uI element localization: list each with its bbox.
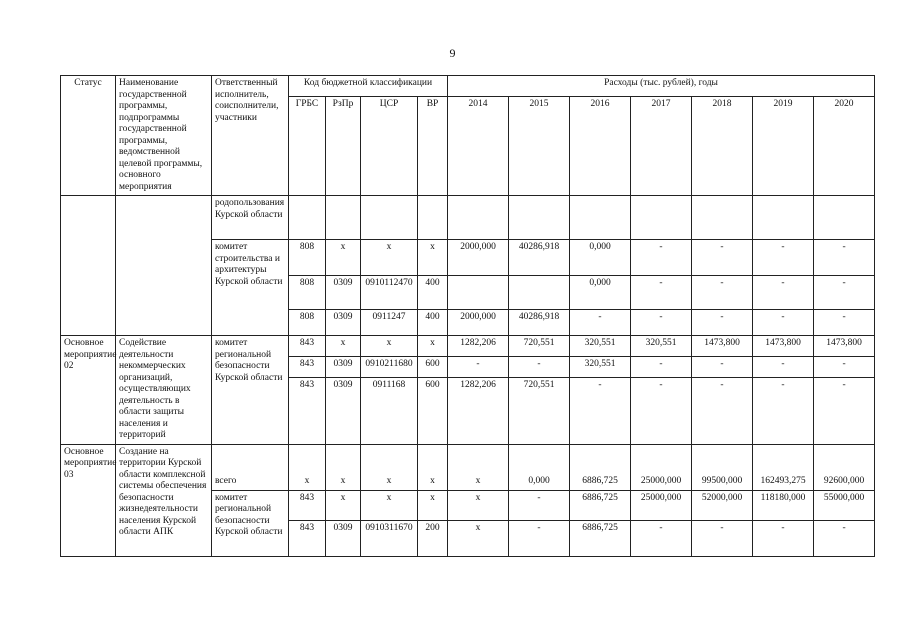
- table-cell: 6886,725: [570, 520, 631, 556]
- responsible-cell: всего: [212, 444, 289, 490]
- table-cell: х: [448, 520, 509, 556]
- table-cell: х: [418, 240, 448, 276]
- table-cell: 720,551: [509, 377, 570, 444]
- table-cell: 2000,000: [448, 240, 509, 276]
- table-cell: 400: [418, 276, 448, 310]
- table-cell: 320,551: [631, 336, 692, 357]
- table-cell: 0309: [326, 310, 361, 336]
- table-cell: -: [509, 520, 570, 556]
- table-cell: -: [509, 490, 570, 520]
- table-cell: -: [814, 520, 875, 556]
- header-year: 2015: [509, 96, 570, 195]
- table-cell: 92600,000: [814, 444, 875, 490]
- table-cell: -: [692, 377, 753, 444]
- header-year: 2014: [448, 96, 509, 195]
- table-cell: х: [448, 490, 509, 520]
- table-cell: х: [361, 490, 418, 520]
- table-cell: 0911168: [361, 377, 418, 444]
- table-cell: х: [361, 336, 418, 357]
- table-cell: 0309: [326, 377, 361, 444]
- table-cell: -: [692, 310, 753, 336]
- table-cell: -: [631, 310, 692, 336]
- responsible-cell: комитет региональной безопасности Курской области: [212, 490, 289, 556]
- header-code: ВР: [418, 96, 448, 195]
- table-cell: 808: [289, 276, 326, 310]
- table-cell: -: [631, 356, 692, 377]
- table-cell: х: [361, 444, 418, 490]
- table-cell: 843: [289, 377, 326, 444]
- table-cell: -: [814, 356, 875, 377]
- table-cell: 0910211680: [361, 356, 418, 377]
- table-cell: х: [448, 444, 509, 490]
- table-cell: -: [814, 240, 875, 276]
- table-cell: 0,000: [509, 444, 570, 490]
- header-year: 2019: [753, 96, 814, 195]
- header-name: Наименование государственной программы, подпрограммы государственной программы, ведомственной целевой программы, основного мероприятия: [116, 76, 212, 196]
- table-cell: 0,000: [570, 276, 631, 310]
- table-cell: 0309: [326, 276, 361, 310]
- table-cell: х: [326, 240, 361, 276]
- table-cell: 1473,800: [753, 336, 814, 357]
- table-cell: 843: [289, 336, 326, 357]
- table-cell: 118180,000: [753, 490, 814, 520]
- table-cell: -: [570, 310, 631, 336]
- name-cell: [116, 196, 212, 336]
- table-cell: -: [509, 356, 570, 377]
- table-cell: 52000,000: [692, 490, 753, 520]
- table-cell: 1282,206: [448, 336, 509, 357]
- header-responsible: Ответственный исполнитель, соисполнители, участники: [212, 76, 289, 196]
- table-cell: 40286,918: [509, 310, 570, 336]
- table-cell: 400: [418, 310, 448, 336]
- table-cell: 99500,000: [692, 444, 753, 490]
- header-code: ЦСР: [361, 96, 418, 195]
- table-cell: -: [814, 310, 875, 336]
- table-cell: 0910311670: [361, 520, 418, 556]
- table-cell: х: [361, 240, 418, 276]
- name-cell: Содействие деятельности некоммерческих организаций, осуществляющих деятельность в области защиты населения и территорий: [116, 336, 212, 445]
- table-cell: -: [753, 276, 814, 310]
- status-cell: Основное мероприятие 03: [61, 444, 116, 556]
- table-cell: 25000,000: [631, 490, 692, 520]
- table-cell: [448, 276, 509, 310]
- table-cell: х: [289, 444, 326, 490]
- table-cell: 320,551: [570, 356, 631, 377]
- table-cell: -: [814, 377, 875, 444]
- table-cell: -: [692, 520, 753, 556]
- header-budget-code: Код бюджетной классификации: [289, 76, 448, 97]
- table-cell: -: [814, 276, 875, 310]
- table-cell: -: [753, 356, 814, 377]
- table-cell: 843: [289, 490, 326, 520]
- table-cell: 2000,000: [448, 310, 509, 336]
- page-number: 9: [449, 46, 456, 60]
- table-cell: х: [326, 490, 361, 520]
- header-year: 2020: [814, 96, 875, 195]
- table-cell: -: [631, 520, 692, 556]
- table-cell: -: [753, 520, 814, 556]
- table-cell: 600: [418, 377, 448, 444]
- table-cell: 25000,000: [631, 444, 692, 490]
- table-cell: 0911247: [361, 310, 418, 336]
- status-cell: Основное мероприятие 02: [61, 336, 116, 445]
- header-year: 2018: [692, 96, 753, 195]
- table-cell: 808: [289, 310, 326, 336]
- table-cell: х: [418, 336, 448, 357]
- header-year: 2017: [631, 96, 692, 195]
- header-expenses: Расходы (тыс. рублей), годы: [448, 76, 875, 97]
- status-cell: [61, 196, 116, 336]
- table-cell: 162493,275: [753, 444, 814, 490]
- header-code: РзПр: [326, 96, 361, 195]
- table-cell: 600: [418, 356, 448, 377]
- responsible-cell: комитет региональной безопасности Курской области: [212, 336, 289, 445]
- table-cell: 720,551: [509, 336, 570, 357]
- table-cell: 200: [418, 520, 448, 556]
- table-cell: 6886,725: [570, 490, 631, 520]
- table-cell: 1282,206: [448, 377, 509, 444]
- table-cell: 320,551: [570, 336, 631, 357]
- table-cell: х: [326, 336, 361, 357]
- table-cell: 1473,800: [692, 336, 753, 357]
- table-cell: 843: [289, 520, 326, 556]
- table-cell: 0309: [326, 520, 361, 556]
- table-cell: -: [631, 276, 692, 310]
- table-cell: -: [753, 377, 814, 444]
- responsible-cell: комитет строительства и архитектуры Курской области: [212, 240, 289, 336]
- table-cell: -: [753, 310, 814, 336]
- table-cell: 808: [289, 240, 326, 276]
- header-year: 2016: [570, 96, 631, 195]
- table-cell: 6886,725: [570, 444, 631, 490]
- table-cell: -: [631, 240, 692, 276]
- table-cell: -: [448, 356, 509, 377]
- table-cell: -: [692, 276, 753, 310]
- responsible-cell: родопользования Курской области: [212, 196, 289, 240]
- table-cell: 0309: [326, 356, 361, 377]
- header-code: ГРБС: [289, 96, 326, 195]
- table-cell: -: [692, 356, 753, 377]
- table-cell: 843: [289, 356, 326, 377]
- table-cell: х: [326, 444, 361, 490]
- table-cell: х: [418, 490, 448, 520]
- table-cell: -: [692, 240, 753, 276]
- table-cell: -: [631, 377, 692, 444]
- table-cell: 40286,918: [509, 240, 570, 276]
- table-cell: х: [418, 444, 448, 490]
- table-cell: 1473,800: [814, 336, 875, 357]
- table-cell: -: [570, 377, 631, 444]
- table-cell: -: [753, 240, 814, 276]
- budget-table: [60, 75, 875, 557]
- header-status: Статус: [61, 76, 116, 196]
- table-cell: 55000,000: [814, 490, 875, 520]
- name-cell: Создание на территории Курской области комплексной системы обеспечения безопасности жизнедеятельности населения Курской области АПК: [116, 444, 212, 556]
- table-cell: 0,000: [570, 240, 631, 276]
- table-cell: 0910112470: [361, 276, 418, 310]
- table-cell: [509, 276, 570, 310]
